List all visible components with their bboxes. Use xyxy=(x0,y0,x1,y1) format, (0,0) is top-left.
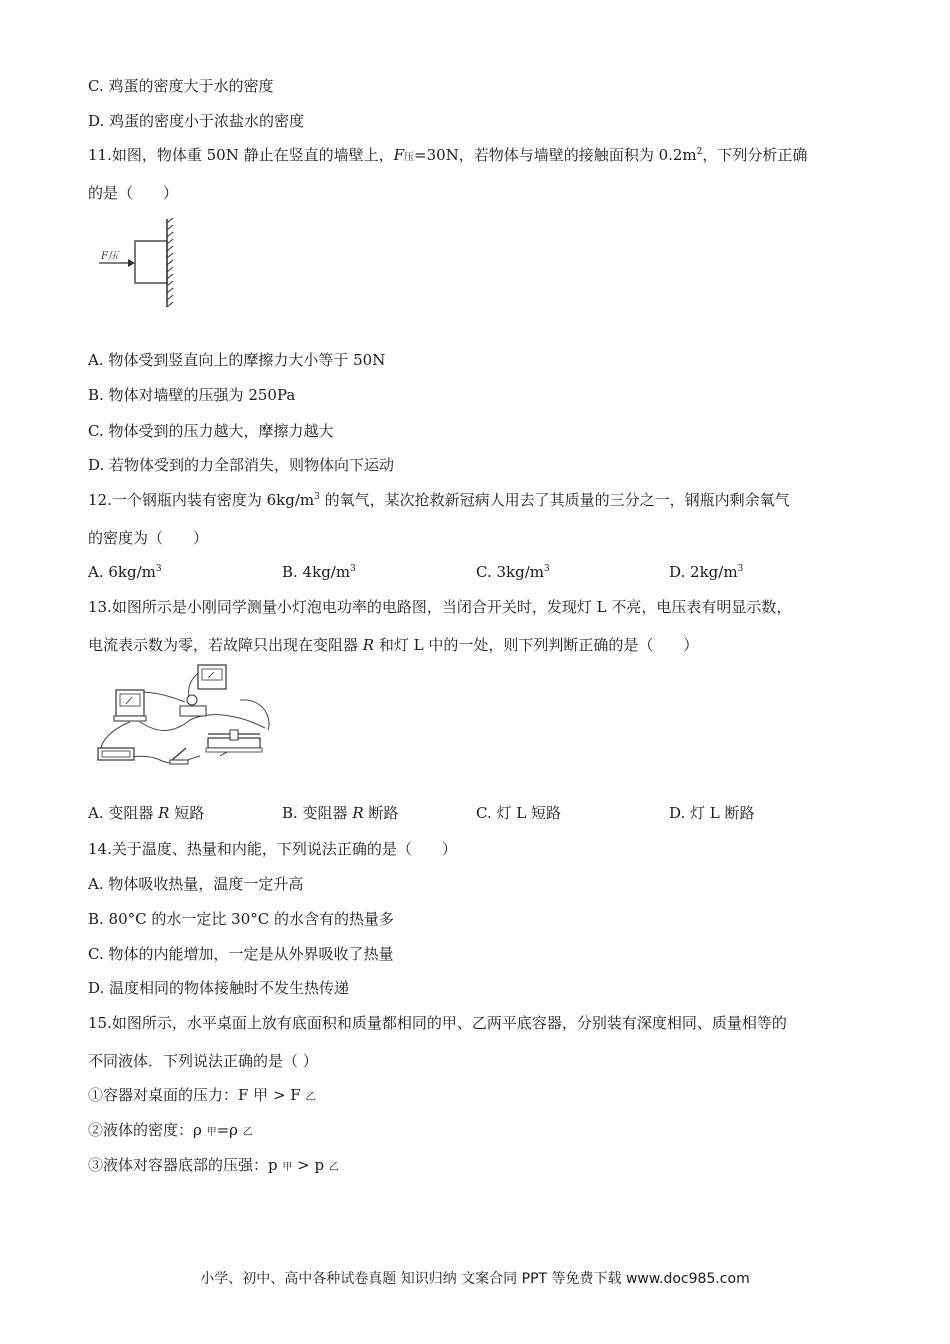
q12-option-c-sup: 3 xyxy=(544,564,550,574)
q11-option-a: A. 物体受到竖直向上的摩擦力大小等于 50N xyxy=(88,351,386,369)
q14-option-c: C. 物体的内能增加，一定是从外界吸收了热量 xyxy=(88,945,394,963)
q11-superscript: 2 xyxy=(696,147,703,157)
q15-statement-1-text: ①容器对桌面的压力：F 甲 > F xyxy=(88,1086,306,1104)
q12-option-c xyxy=(476,562,550,582)
q15-statement-3 xyxy=(88,1155,339,1178)
q13-stem-line2-b: 和灯 L 中的一处，则下列判断正确的是（ ） xyxy=(374,636,699,654)
q12-option-b-sup: 3 xyxy=(350,564,356,574)
q11-figure-block-wall xyxy=(95,215,205,313)
q14-option-a: A. 物体吸收热量，温度一定升高 xyxy=(88,875,304,893)
q13-option-a xyxy=(88,803,204,823)
q15-stem-line2: 不同液体．下列说法正确的是（ ） xyxy=(88,1052,318,1070)
q12-option-a xyxy=(88,562,162,582)
q13-stem-line2 xyxy=(88,635,698,655)
q11-force-symbol: F xyxy=(393,146,405,164)
q15-statement-3-text-b: > p xyxy=(292,1156,329,1174)
q13-stem-line2-a: 电流表示数为零，若故障只出现在变阻器 xyxy=(88,636,363,654)
q12-option-c-text: C. 3kg/m xyxy=(476,563,544,581)
q15-statement-3-text-a: ③液体对容器底部的压强：p xyxy=(88,1156,283,1174)
q15-statement-2-text-b: =ρ xyxy=(216,1121,243,1139)
q11-stem xyxy=(88,145,807,168)
q13-option-b xyxy=(282,803,398,823)
q12-option-a-sup: 3 xyxy=(155,564,162,574)
q15-statement-3-sub2: 乙 xyxy=(328,1162,339,1173)
q14-option-d: D. 温度相同的物体接触时不发生热传递 xyxy=(88,979,350,997)
q13-option-b-text-2: 断路 xyxy=(363,804,399,822)
q11-stem-part-b: =30N，若物体与墙壁的接触面积为 0.2m xyxy=(414,146,697,164)
q13-option-b-text-1: B. 变阻器 xyxy=(282,804,353,822)
q11-stem-part-a: 11.如图，物体重 50N 静止在竖直的墙壁上， xyxy=(88,146,394,164)
q11-option-c: C. 物体受到的压力越大，摩擦力越大 xyxy=(88,422,334,440)
q11-figure-force-label: F压 xyxy=(101,251,118,262)
q12-stem-part-b: 的氧气，某次抢救新冠病人用去了其质量的三分之一，钢瓶内剩余氧气 xyxy=(319,491,790,509)
q15-statement-3-sub1: 甲 xyxy=(282,1162,293,1173)
q14-option-b: B. 80°C 的水一定比 30°C 的水含有的热量多 xyxy=(88,910,394,928)
q12-option-a-text: A. 6kg/m xyxy=(88,563,156,581)
q13-option-c: C. 灯 L 短路 xyxy=(476,804,561,822)
q10-option-c: C. 鸡蛋的密度大于水的密度 xyxy=(88,77,274,95)
q13-option-a-text-1: A. 变阻器 xyxy=(88,804,159,822)
q15-statement-1-sub: 乙 xyxy=(305,1092,316,1103)
q11-option-b: B. 物体对墙壁的压强为 250Pa xyxy=(88,386,296,404)
q13-r-symbol: R xyxy=(362,636,375,654)
page-footer: 小学、初中、高中各种试卷真题 知识归纳 文案合同 PPT 等免费下载 www.doc985.com xyxy=(200,1271,750,1287)
q15-statement-1 xyxy=(88,1085,315,1108)
q12-option-d xyxy=(669,562,743,582)
q11-stem-line2: 的是（ ） xyxy=(88,184,179,202)
q10-option-d: D. 鸡蛋的密度小于浓盐水的密度 xyxy=(88,112,305,130)
q13-circuit-figure xyxy=(90,660,275,770)
q13-stem-line1: 13.如图所示是小刚同学测量小灯泡电功率的电路图，当闭合开关时，发现灯 L 不亮，电压表有明显示数， xyxy=(88,598,792,616)
q13-option-d: D. 灯 L 断路 xyxy=(669,804,755,822)
q12-superscript: 3 xyxy=(314,492,320,502)
q12-option-b-text: B. 4kg/m xyxy=(282,563,351,581)
q11-stem-part-c: ，下列分析正确 xyxy=(702,146,808,164)
q15-stem-line1: 15.如图所示，水平桌面上放有底面积和质量都相同的甲、乙两平底容器，分别装有深度相同、质量相等的 xyxy=(88,1014,787,1032)
q12-stem xyxy=(88,490,790,510)
q12-stem-line2: 的密度为（ ） xyxy=(88,529,209,547)
q11-option-d: D. 若物体受到的力全部消失，则物体向下运动 xyxy=(88,456,395,474)
q15-statement-2-sub2: 乙 xyxy=(242,1127,253,1138)
q13-option-a-text-2: 短路 xyxy=(169,804,205,822)
q12-option-b xyxy=(282,562,356,582)
q12-option-d-text: D. 2kg/m xyxy=(669,563,738,581)
q15-statement-2-text-a: ②液体的密度：ρ xyxy=(88,1121,207,1139)
q14-stem: 14.关于温度、热量和内能，下列说法正确的是（ ） xyxy=(88,840,457,858)
q11-force-subscript: 压 xyxy=(404,152,415,163)
q12-option-d-sup: 3 xyxy=(737,564,744,574)
q15-statement-2 xyxy=(88,1120,253,1143)
q13-option-a-r: R xyxy=(158,804,170,822)
q12-stem-part-a: 12.一个钢瓶内装有密度为 6kg/m xyxy=(88,491,315,509)
q13-option-b-r: R xyxy=(352,804,364,822)
q15-statement-2-sub1: 甲 xyxy=(206,1127,217,1138)
